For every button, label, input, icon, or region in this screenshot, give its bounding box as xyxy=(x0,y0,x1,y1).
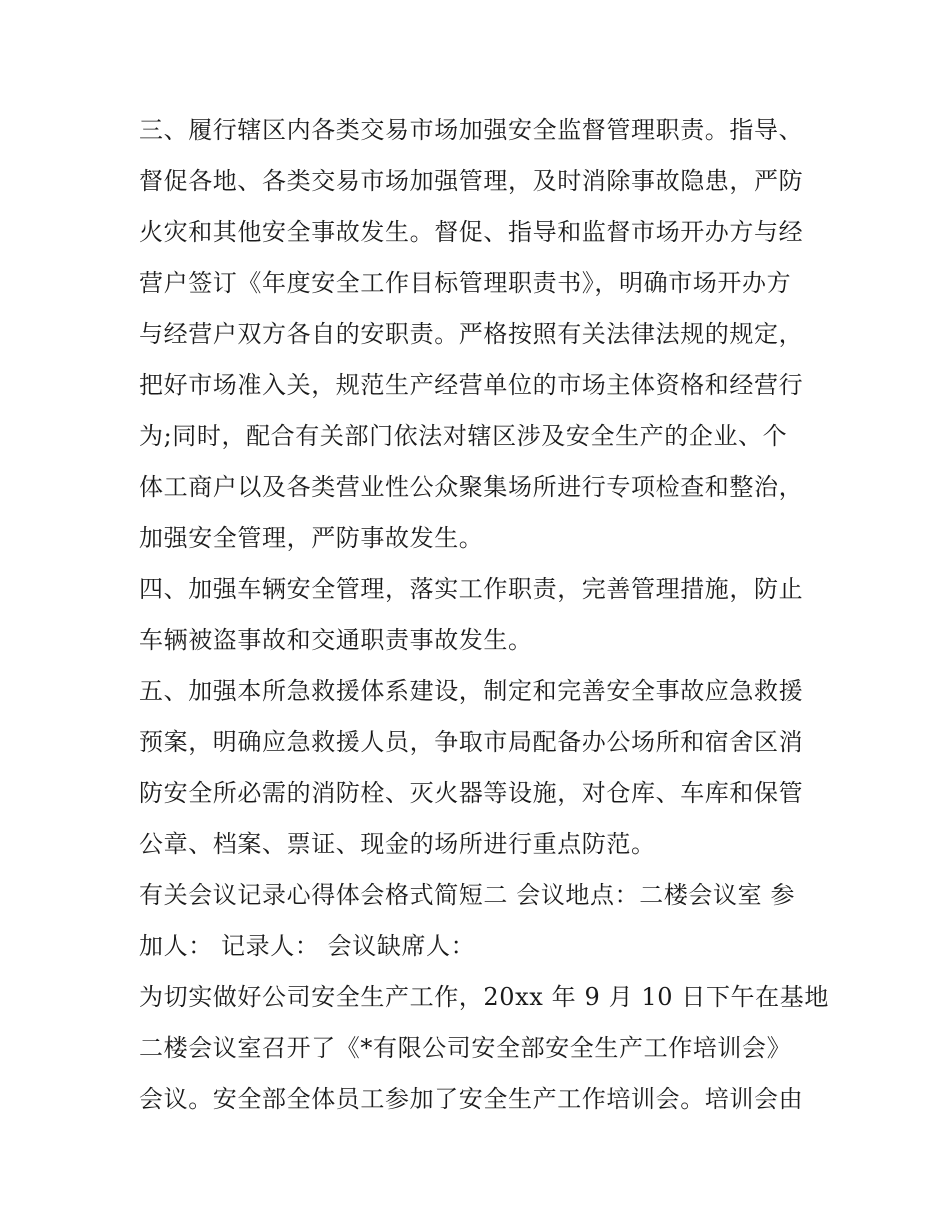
text-line: 体工商户以及各类营业性公众聚集场所进行专项检查和整治， xyxy=(139,473,804,501)
text-line: 二楼会议室召开了《*有限公司安全部安全生产工作培训会》 xyxy=(139,1034,792,1062)
text-line: 公章、档案、票证、现金的场所进行重点防范。 xyxy=(139,830,656,858)
text-line: 车辆被盗事故和交通职责事故发生。 xyxy=(139,626,533,654)
text-line: 有关会议记录心得体会格式简短二 会议地点：二楼会议室 参 xyxy=(139,881,796,909)
text-line: 为;同时，配合有关部门依法对辖区涉及安全生产的企业、个 xyxy=(139,422,788,450)
text-line: 加人： 记录人： 会议缺席人： xyxy=(139,932,476,960)
text-line: 督促各地、各类交易市场加强管理，及时消除事故隐患，严防 xyxy=(139,167,804,195)
text-line: 会议。安全部全体员工参加了安全生产工作培训会。培训会由 xyxy=(139,1085,804,1113)
text-line: 三、履行辖区内各类交易市场加强安全监督管理职责。指导、 xyxy=(139,116,804,144)
text-line: 为切实做好公司安全生产工作，20xx 年 9 月 10 日下午在基地 xyxy=(139,983,829,1011)
text-line: 防安全所必需的消防栓、灭火器等设施，对仓库、车库和保管 xyxy=(139,779,804,807)
text-line: 与经营户双方各自的安职责。严格按照有关法律法规的规定， xyxy=(139,320,804,348)
text-line: 把好市场准入关，规范生产经营单位的市场主体资格和经营行 xyxy=(139,371,804,399)
text-line: 五、加强本所急救援体系建设，制定和完善安全事故应急救援 xyxy=(139,677,804,705)
text-line: 预案，明确应急救援人员，争取市局配备办公场所和宿舍区消 xyxy=(139,728,804,756)
text-line: 火灾和其他安全事故发生。督促、指导和监督市场开办方与经 xyxy=(139,218,804,246)
text-line: 营户签订《年度安全工作目标管理职责书》，明确市场开办方 xyxy=(139,269,792,297)
text-line: 四、加强车辆安全管理，落实工作职责，完善管理措施，防止 xyxy=(139,575,804,603)
text-line: 加强安全管理，严防事故发生。 xyxy=(139,524,484,552)
